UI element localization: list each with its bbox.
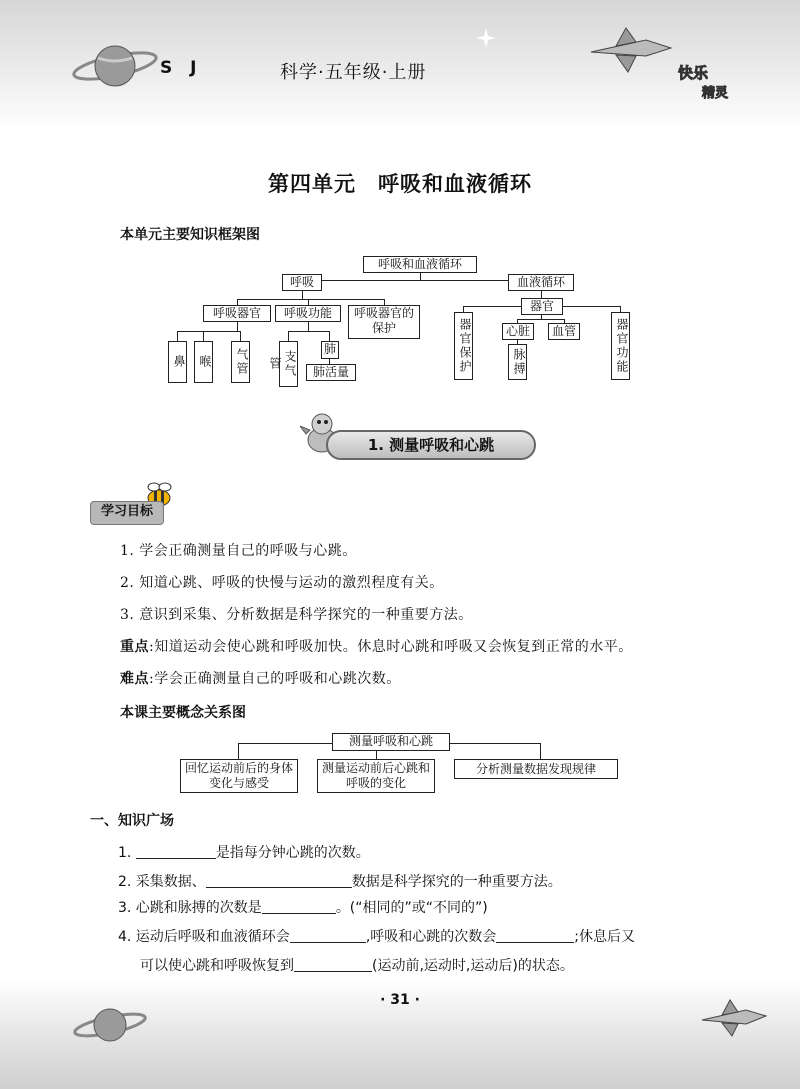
node-trachea: 气管 bbox=[231, 341, 250, 383]
concept-recall: 回忆运动前后的身体变化与感受 bbox=[180, 759, 298, 793]
space-shuttle-icon bbox=[586, 22, 676, 77]
node-organ-function: 器官功能 bbox=[611, 312, 630, 380]
node-heart: 心脏 bbox=[502, 323, 534, 340]
concept-heading: 本课主要概念关系图 bbox=[120, 705, 246, 721]
node-pulse: 脉搏 bbox=[508, 344, 527, 380]
node-breath-function: 呼吸功能 bbox=[275, 305, 341, 322]
question-4-text-c: ;休息后又 bbox=[574, 929, 635, 945]
node-bronchi: 支气管 bbox=[279, 341, 298, 387]
node-breath-organs: 呼吸器官 bbox=[203, 305, 271, 322]
goal-item-3: 3. 意识到采集、分析数据是科学探究的一种重要方法。 bbox=[120, 607, 473, 623]
question-4-text-e: (运动前,运动时,运动后)的状态。 bbox=[372, 958, 574, 974]
node-nose: 鼻 bbox=[168, 341, 187, 383]
node-qiguan: 器官 bbox=[521, 298, 563, 315]
difficult-point-text: :学会正确测量自己的呼吸和心跳次数。 bbox=[149, 671, 401, 687]
answer-blank-4a[interactable] bbox=[290, 928, 366, 943]
node-vessel: 血管 bbox=[548, 323, 580, 340]
learning-goals-badge: 学习目标 bbox=[90, 501, 164, 525]
brand-logo bbox=[668, 62, 748, 100]
question-2 bbox=[118, 871, 562, 891]
concept-root: 测量呼吸和心跳 bbox=[332, 733, 450, 751]
node-breath: 呼吸 bbox=[282, 274, 322, 291]
question-3 bbox=[118, 897, 488, 917]
star-icon bbox=[476, 28, 496, 48]
page-number: · 31 · bbox=[380, 992, 420, 1008]
key-point bbox=[120, 636, 633, 656]
question-1 bbox=[118, 842, 370, 862]
node-organ-protect: 器官保护 bbox=[454, 312, 473, 380]
question-2-text-b: 数据是科学探究的一种重要方法。 bbox=[351, 874, 562, 890]
question-4-text-a: 4. 运动后呼吸和血液循环会 bbox=[118, 929, 290, 945]
answer-blank-1[interactable] bbox=[136, 844, 216, 859]
unit-title: 第四单元 呼吸和血液循环 bbox=[268, 171, 532, 196]
key-point-text: :知道运动会使心跳和呼吸加快。休息时心跳和呼吸又会恢复到正常的水平。 bbox=[149, 639, 633, 655]
planet-footer-icon bbox=[70, 1000, 150, 1050]
node-breath-protect: 呼吸器官的保护 bbox=[348, 305, 420, 339]
answer-blank-3[interactable] bbox=[262, 899, 336, 914]
question-2-text-a: 2. 采集数据、 bbox=[118, 874, 206, 890]
question-1-text: 是指每分钟心跳的次数。 bbox=[215, 845, 370, 861]
series-code: S J bbox=[160, 58, 203, 78]
question-1-number: 1. bbox=[118, 845, 132, 861]
node-blood: 血液循环 bbox=[508, 274, 574, 291]
question-3-text-b: 。(“相同的”或“不同的”) bbox=[335, 900, 488, 916]
question-4 bbox=[118, 926, 635, 946]
key-point-label: 重点 bbox=[120, 639, 149, 655]
answer-blank-2[interactable] bbox=[206, 873, 352, 888]
concept-analyze: 分析测量数据发现规律 bbox=[454, 759, 618, 779]
logo-text-1: 快乐 bbox=[678, 64, 709, 82]
node-vital: 肺活量 bbox=[306, 364, 356, 381]
question-4-cont bbox=[140, 955, 574, 975]
question-4-text-d: 可以使心跳和呼吸恢复到 bbox=[140, 958, 294, 974]
lesson-title-banner: 1. 测量呼吸和心跳 bbox=[326, 430, 536, 460]
difficult-point-label: 难点 bbox=[120, 671, 149, 687]
node-root: 呼吸和血液循环 bbox=[363, 256, 477, 273]
section-title: 一、知识广场 bbox=[90, 813, 174, 829]
logo-text-2: 精灵 bbox=[702, 86, 729, 101]
goal-item-2: 2. 知道心跳、呼吸的快慢与运动的激烈程度有关。 bbox=[120, 575, 444, 591]
question-4-text-b: ,呼吸和心跳的次数会 bbox=[365, 929, 497, 945]
planet-icon bbox=[70, 36, 160, 96]
concept-measure: 测量运动前后心跳和呼吸的变化 bbox=[317, 759, 435, 793]
book-title: 科学·五年级·上册 bbox=[280, 62, 427, 83]
answer-blank-4b[interactable] bbox=[496, 928, 574, 943]
node-lung: 肺 bbox=[321, 341, 339, 359]
node-throat: 喉 bbox=[194, 341, 213, 383]
difficult-point bbox=[120, 668, 401, 688]
shuttle-footer-icon bbox=[700, 996, 770, 1040]
framework-heading: 本单元主要知识框架图 bbox=[120, 227, 260, 243]
question-3-text-a: 3. 心跳和脉搏的次数是 bbox=[118, 900, 262, 916]
answer-blank-4c[interactable] bbox=[294, 957, 372, 972]
goal-item-1: 1. 学会正确测量自己的呼吸与心跳。 bbox=[120, 543, 357, 559]
